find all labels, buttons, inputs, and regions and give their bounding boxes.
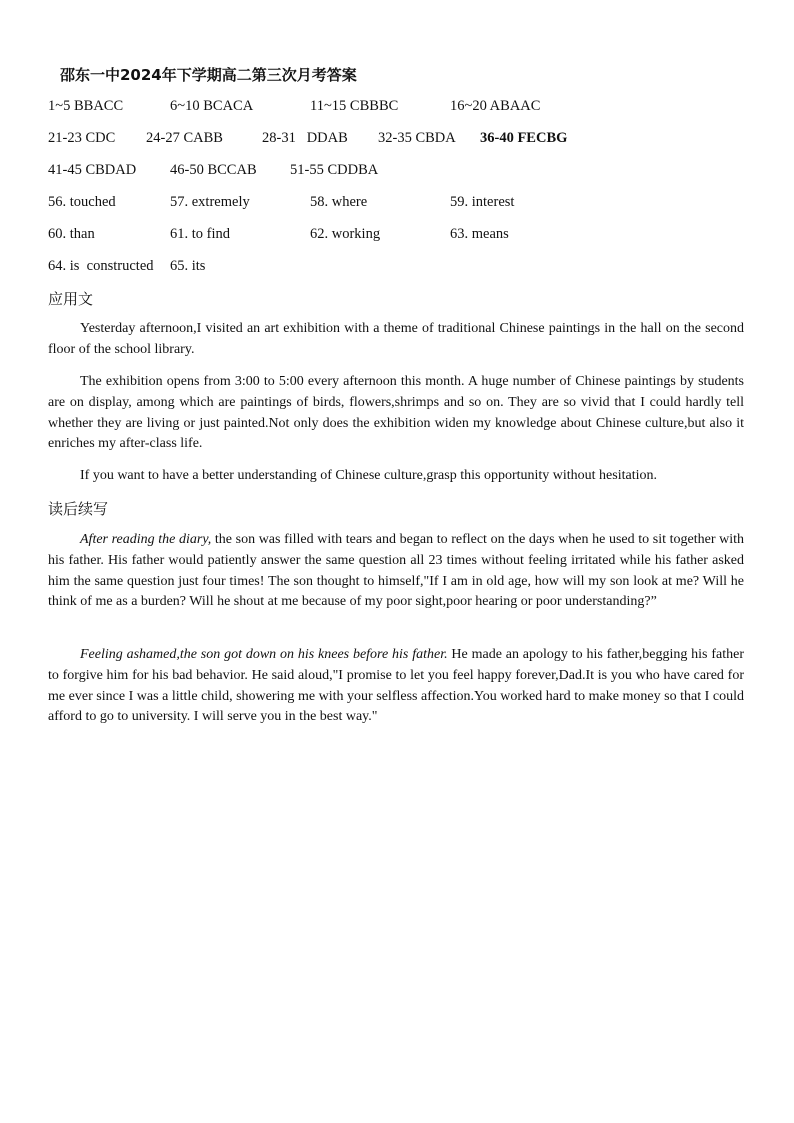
answer-group: 51-55 CDDBA xyxy=(290,162,379,178)
section-heading-continuation: 读后续写 xyxy=(48,500,109,518)
answer-group: 57. extremely xyxy=(170,194,250,210)
section-heading-applied: 应用文 xyxy=(48,290,94,308)
continuation-paragraph-2 xyxy=(48,645,744,728)
paragraph-body: the son was filled with tears and began to reflect on the days when he used to sit together with his father. His father would patiently answer the same question all 23 times without feeling irritated while his father asked him the same question just four times! The son thought to himself,"If I am in old age, how will my son look at me? Will he think of me as a burden? Will he shout at me because of my poor sight,poor hearing or poor understanding?” xyxy=(48,532,744,610)
page-title: 邵东一中2024年下学期高二第三次月考答案 xyxy=(60,66,357,84)
answer-group: 65. its xyxy=(170,258,206,274)
answer-group: 64. is constructed xyxy=(48,258,154,274)
answer-group: 36-40 FECBG xyxy=(480,130,568,146)
answer-group: 1~5 BBACC xyxy=(48,98,124,114)
answer-group: 28-31 DDAB xyxy=(262,130,348,146)
applied-paragraph-2: The exhibition opens from 3:00 to 5:00 every afternoon this month. A huge number of Chinese paintings by students are on display, among which are paintings of birds, flowers,shrimps and so on. They are so vivid that I could hardly tell whether they are living or just painted.Not only does the exhibition widen my knowledge about Chinese culture,but also it enriches my after-class life. xyxy=(48,374,744,452)
paragraph-lead-sentence: Feeling ashamed,the son got down on his knees before his father. xyxy=(80,647,448,662)
applied-paragraph-1: Yesterday afternoon,I visited an art exhibition with a theme of traditional Chinese paintings in the hall on the second floor of the school library. xyxy=(48,321,744,357)
answer-group: 62. working xyxy=(310,226,381,242)
answer-group: 21-23 CDC xyxy=(48,130,116,146)
answer-group: 58. where xyxy=(310,194,368,210)
answer-group: 41-45 CBDAD xyxy=(48,162,137,178)
applied-paragraph-3: If you want to have a better understanding of Chinese culture,grasp this opportunity without hesitation. xyxy=(80,468,657,483)
answer-group: 11~15 CBBBC xyxy=(310,98,399,114)
answer-group: 60. than xyxy=(48,226,95,242)
answer-group: 59. interest xyxy=(450,194,515,210)
continuation-paragraph-1 xyxy=(48,530,744,613)
answer-group: 63. means xyxy=(450,226,509,242)
answer-group: 56. touched xyxy=(48,194,116,210)
answer-group: 16~20 ABAAC xyxy=(450,98,541,114)
answer-group: 6~10 BCACA xyxy=(170,98,254,114)
answer-group: 61. to find xyxy=(170,226,231,242)
answer-group: 46-50 BCCAB xyxy=(170,162,257,178)
paragraph-body: He made an apology to his father,begging his father to forgive him for his bad behavior. He said aloud,"I promise to let you feel happy forever,Dad.It is you who have cared for me ever since I was a little child, showering me with your selfless affection.You worked hard to make money so that I could afford to go to university. I will serve you in the best way." xyxy=(48,647,744,725)
answer-group: 32-35 CBDA xyxy=(378,130,456,146)
paragraph-lead-sentence: After reading the diary, xyxy=(80,532,212,547)
answer-group: 24-27 CABB xyxy=(146,130,223,146)
